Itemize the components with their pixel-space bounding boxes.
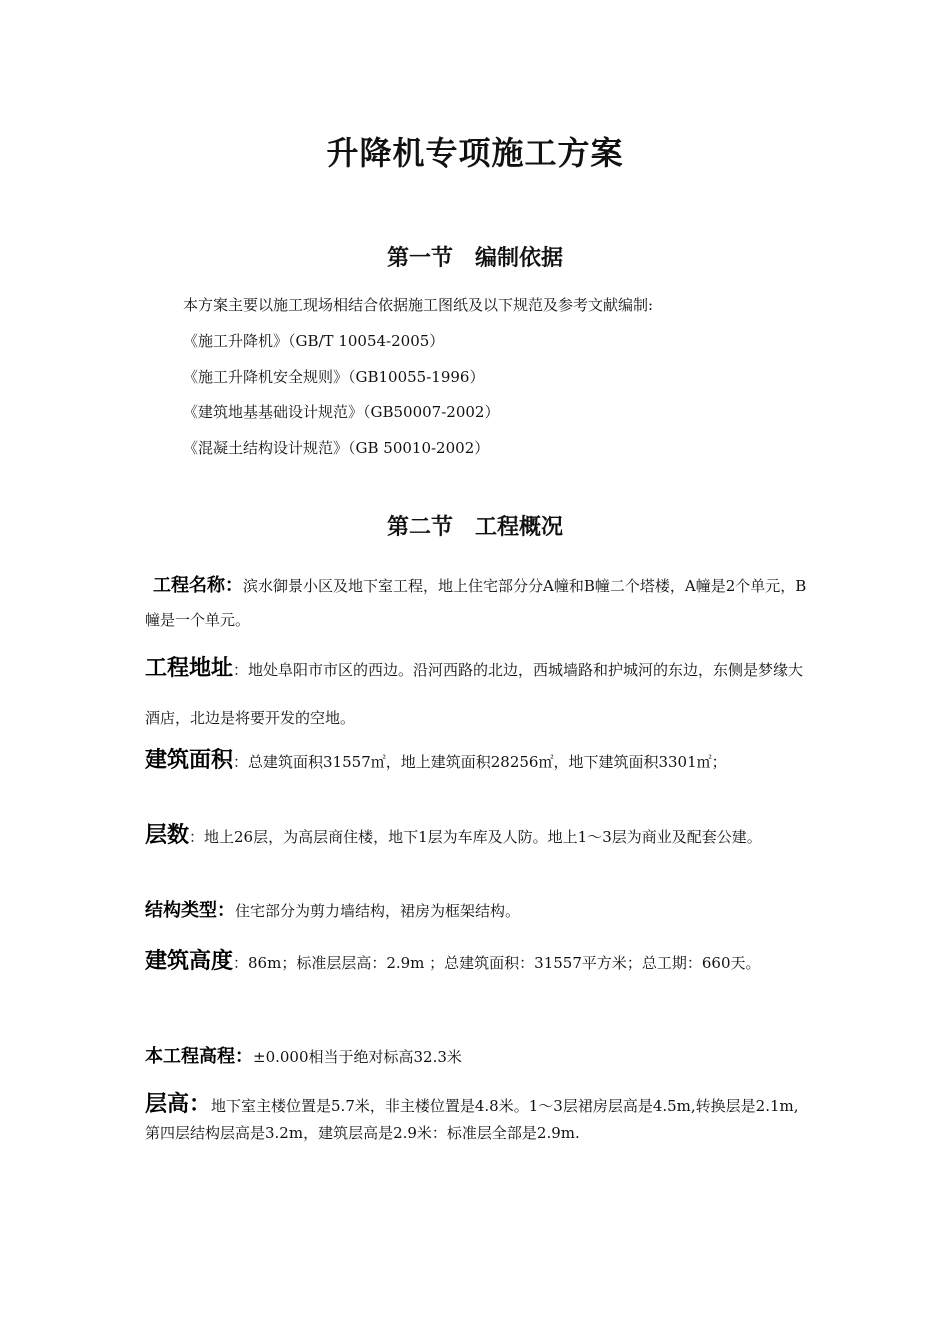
field-value: ：地处阜阳市市区的西边。沿河西路的北边，西城墙路和护城河的东边，东侧是梦缘大酒店，北边是将要开发的空地。 xyxy=(145,661,804,727)
document-title: 升降机专项施工方案 xyxy=(326,134,624,172)
field-label: 工程名称： xyxy=(153,575,243,596)
reference-item: 《施工升降机》（GB/T 10054-2005） xyxy=(183,332,445,350)
field-value: ：总建筑面积31557㎡，地上建筑面积28256㎡，地下建筑面积3301㎡； xyxy=(233,753,727,771)
reference-item: 《施工升降机安全规则》（GB10055-1996） xyxy=(183,368,485,386)
field-label: 结构类型： xyxy=(145,900,235,921)
section-intro: 本方案主要以施工现场相结合依据施工图纸及以下规范及参考文献编制: xyxy=(183,296,654,314)
overview-project-address xyxy=(145,645,810,742)
reference-item: 《混凝土结构设计规范》（GB 50010-2002） xyxy=(183,439,490,457)
overview-building-height xyxy=(145,938,810,987)
field-label: 工程地址 xyxy=(145,656,234,681)
overview-floors xyxy=(145,819,810,854)
field-label: 建筑面积 xyxy=(145,748,234,773)
field-label: 层数 xyxy=(145,823,190,848)
field-label: 建筑高度 xyxy=(145,949,234,974)
overview-project-name xyxy=(145,569,810,637)
overview-storey-height xyxy=(145,1091,810,1147)
field-value: 地下室主楼位置是5.7米，非主楼位置是4.8米。1～3层裙房层高是4.5m,转换层是2.1m,第四层结构层高是3.2m，建筑层高是2.9米：标准层全部是2.9m. xyxy=(145,1097,799,1142)
overview-structure-type xyxy=(145,893,810,929)
field-value: 住宅部分为剪力墙结构，裙房为框架结构。 xyxy=(235,902,521,920)
section-heading-basis: 第一节 编制依据 xyxy=(386,246,563,271)
field-label: 本工程高程： xyxy=(145,1046,253,1067)
overview-elevation xyxy=(145,1039,810,1075)
overview-building-area xyxy=(145,743,810,780)
field-value: ：86m；标准层层高：2.9m ；总建筑面积：31557平方米；总工期：660天。 xyxy=(233,954,761,972)
field-label: 层高： xyxy=(145,1092,212,1117)
field-value: 滨水御景小区及地下室工程，地上住宅部分分A幢和B幢二个塔楼，A幢是2个单元，B幢是一个单元。 xyxy=(145,577,807,629)
field-value: ±0.000相当于绝对标高32.3米 xyxy=(253,1048,462,1066)
reference-item: 《建筑地基基础设计规范》（GB50007-2002） xyxy=(183,403,500,421)
section-heading-overview: 第二节 工程概况 xyxy=(386,515,563,540)
field-value: ：地上26层，为高层商住楼，地下1层为车库及人防。地上1～3层为商业及配套公建。 xyxy=(189,828,762,846)
